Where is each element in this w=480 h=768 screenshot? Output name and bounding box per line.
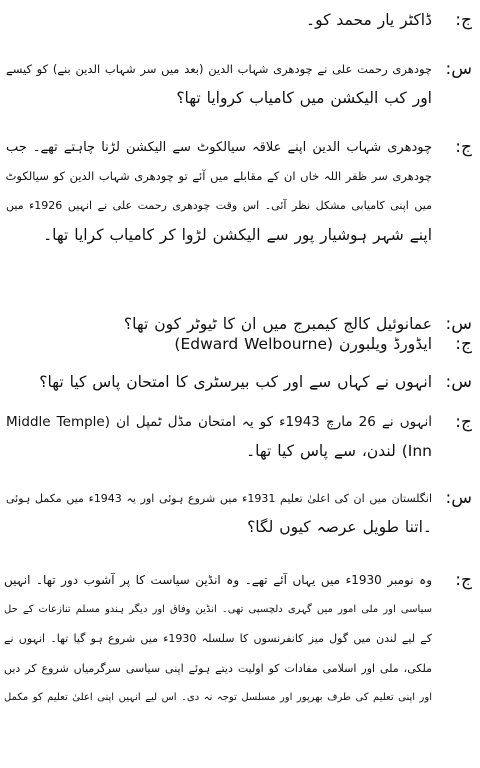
answer-entry	[0, 133, 480, 255]
answer-entry	[0, 6, 480, 38]
question-entry	[0, 55, 480, 117]
text-line: چودھری سر ظفر اللہ خاں ان کے مقابلے میں آئے تو چودھری شہاب الدین کو سیالکوٹ	[6, 169, 432, 184]
text-line: Inn) لندن، سے پاس کیا تھا۔	[246, 442, 432, 461]
text-line: کے لیے لندن میں گول میز کانفرنسوں کا سلسلہ 1930ء میں شروع ہو گیا تھا۔ انہوں نے	[4, 632, 432, 646]
text-line: ایڈورڈ ویلبورن (Edward Welbourne)	[174, 335, 432, 353]
question-marker: س:	[445, 314, 472, 334]
text-line: چودھری رحمت علی نے چودھری شہاب الدین (بعد میں سر شہاب الدین بنے) کو کیسے	[6, 62, 432, 76]
text-line: انہوں نے کہاں سے اور کب بیرسٹری کا امتحان پاس کیا تھا؟	[39, 373, 432, 391]
question-text	[6, 368, 432, 397]
answer-marker: ج:	[455, 10, 472, 30]
answer-marker: ج:	[455, 334, 472, 354]
question-entry	[0, 484, 480, 546]
text-line: اور اپنی تعلیم کی طرف بھرپور اور مسلسل توجہ نہ دی۔ اس لیے انہیں اپنی اعلیٰ تعلیم کو مکمل	[4, 691, 432, 703]
answer-text	[6, 6, 432, 35]
answer-text	[6, 330, 432, 359]
answer-text	[6, 133, 432, 250]
text-line: وہ نومبر 1930ء میں یہاں آئے تھے۔ وہ انڈین سیاست کا پر آشوب دور تھا۔ انہیں	[4, 573, 432, 587]
text-line: میں اپنی کامیابی مشکل نظر آئی۔ اس وقت چودھری رحمت علی نے انہیں 1926ء میں	[6, 199, 432, 213]
answer-entry	[0, 566, 480, 766]
text-line: ڈاکٹر یار محمد کو۔	[306, 11, 432, 29]
text-line: سیاسی اور ملی امور میں گہری دلچسپی تھی۔ انڈین وفاق اور دیگر ہندو مسلم تنازعات کے حل	[4, 604, 432, 616]
question-entry	[0, 368, 480, 400]
answer-text	[6, 408, 432, 466]
answer-marker: ج:	[455, 137, 472, 157]
answer-marker: ج:	[455, 412, 472, 432]
text-line: چودھری شہاب الدین اپنے علاقہ سیالکوٹ سے الیکشن لڑنا چاہتے تھے۔ جب	[6, 140, 432, 155]
question-marker: س:	[445, 372, 472, 392]
text-line: اپنے شہر ہوشیار پور سے الیکشن لڑوا کر کامیاب کرایا تھا۔	[43, 225, 432, 244]
text-line: عمانوئیل کالج کیمبرج میں ان کا ٹیوٹر کون تھا؟	[123, 315, 432, 333]
text-line: اور کب الیکشن میں کامیاب کروایا تھا؟	[176, 89, 432, 108]
text-line: ملکی، ملی اور اسلامی مفادات کو اولیت دیتے ہوئے اپنی سیاسی سرگرمیاں شروع کر دیں	[4, 661, 432, 675]
question-marker: س:	[445, 59, 472, 79]
question-marker: س:	[445, 488, 472, 508]
question-text	[6, 484, 432, 542]
answer-text	[4, 566, 432, 712]
question-text	[6, 55, 432, 113]
text-line: انگلستان میں ان کی اعلیٰ تعلیم 1931ء میں شروع ہوئی اور یہ 1943ء میں مکمل ہوئی	[6, 492, 432, 505]
answer-entry	[0, 408, 480, 470]
answer-entry	[0, 330, 480, 362]
text-line: انہوں نے 26 مارچ 1943ء کو یہ امتحان مڈل ٹمپل ان (Middle Temple	[6, 414, 432, 430]
text-line: ۔اتنا طویل عرصہ کیوں لگا؟	[247, 518, 432, 537]
answer-marker: ج:	[455, 570, 472, 590]
